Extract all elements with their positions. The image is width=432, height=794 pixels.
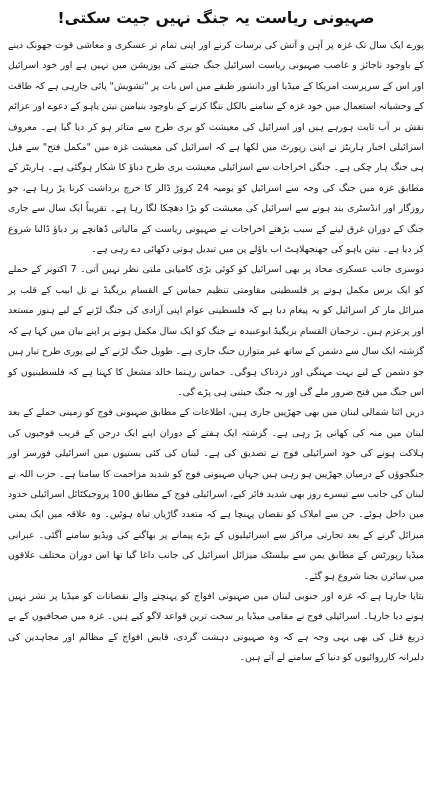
article-paragraph: دوسری جانب عسکری محاذ پر بھی اسرائیل کو کوئی بڑی کامیابی ملتی نظر نہیں آتی۔ 7 اکتوبر کے حملے کو ایک برس مکمل ہونے پر فلسطینی مقاومتی تنظیم حماس کے القسام بریگیڈ نے تل ابیب کے قلب پر میزائل مار کر اسرائیل کو یہ پیغام دیا ہے کہ فلسطینی عوام اپنی آزادی کی جنگ لڑنے کے لیے ہنوز مستعد اور پرعزم ہیں۔ ترجمان القسام بریگیڈ ابوعبیدہ نے جنگ کو ایک سال مکمل ہونے پر اپنے بیان میں کہا ہے کہ گزشتہ ایک سال سے دشمن کے ساتھ غیر متوازن جنگ جاری ہے۔ طویل جنگ لڑنے کے لیے پوری طرح تیار ہیں جو دشمن کے لیے بہت مہنگی اور دردناک ہوگی۔ حماس رہنما خالد مشعل کا کہنا ہے کہ فلسطینیوں کو اس جنگ میں فتح ضرور ملے گی اور یہ جنگ جیتنی ہی پڑے گی۔: [8, 264, 424, 398]
article-headline: صہیونی ریاست یہ جنگ نہیں جیت سکتی!: [8, 6, 424, 31]
article-paragraph: دریں اثنا شمالی لبنان میں بھی جھڑپیں جاری ہیں، اطلاعات کے مطابق صہیونی فوج کو زمینی حملے کے بعد لبنان میں منہ کی کھانی پڑ رہی ہے۔ گزشتہ ایک ہفتے کے دوران اپنے ایک درجن کے قریب فوجیوں کی ہلاکت ہونے کی خود اسرائیلی فوج نے تصدیق کی ہے۔ لبنان کی کئی بستیوں میں اسرائیلی فورسز اور جنگجوؤں کے درمیان جھڑپیں ہو رہی ہیں جہاں صہیونی فوج کو شدید مزاحمت کا سامنا ہے۔ حزب اللہ نے لبنان کی جانب سے تیسرے روز بھی شدید فائر کیے، اسرائیلی فوج کے مطابق 100 پروجیکٹائل اسرائیلی حدود میں داخل ہوئے۔ جن سے املاک کو نقصان پہنچا ہے کہ متعدد گاڑیاں تباہ ہوئیں۔ وہ علاقہ میں ایک یمنی میزائل گرنے کے بعد تجارتی مراکز سے اسرائیلیوں کے بڑے پیمانے پر بھاگنے کی ویڈیو سامنے آگئی۔ عبرانی میڈیا رپورٹس کے مطابق یمن سے بیلسٹک میزائل اسرائیل کی جانب داغا گیا تھا اس دوران مختلف علاقوں میں سائرن بجنا شروع ہو گئے۔: [8, 407, 424, 582]
article-paragraph: بتایا جارہا ہے کہ غزہ اور جنوبی لبنان میں صہیونی افواج کو پہنچنے والے نقصانات کو میڈیا پر نشر نہیں ہونے دیا جارہا۔ اسرائیلی فوج نے مقامی میڈیا پر سخت ترین قواعد لاگو کیے ہیں۔ غزہ میں صحافیوں کے بے دریغ قتل کی بھی یہی وجہ ہے کہ وہ صہیونی دہشت گردی، قابض افواج کے مظالم اور مجاہدین کی دلیرانہ کارروائیوں کو دنیا کے سامنے لے آتے ہیں۔: [8, 590, 424, 664]
article-paragraph: پورے ایک سال تک غزہ پر آہن و آتش کی برسات کرنے اور اپنی تمام تر عسکری و معاشی قوت جھونک دینے کے باوجود ناجائز و غاصب صہیونی ریاست اسرائیل جنگ جیتنے کی پوزیشن میں نہیں ہے اور خود اسرائیل اور اس کے سرپرست امریکا کے میڈیا اور دانشور طبقے میں اس بات پر "تشویش" پائی جارہی ہے کہ طاقت کے وحشیانہ استعمال میں خود غزہ کے سامنے بالکل ننگا کرنے کے باوجود بنیامین نیتن یاہو کے دعوے اور عزائم نقش بر آب ثابت ہورہے ہیں اور اسرائیل کی معیشت کو بری طرح سے متاثر ہو کر دیا گیا ہے۔ معروف اسرائیلی اخبار ہاریٹز نے اپنی رپورٹ میں لکھا ہے کہ اسرائیل کی معیشت غزہ میں "مکمل فتح" سے قبل ہی جنگ ہار چکی ہے۔ جنگی اخراجات سے اسرائیلی معیشت بری طرح دباؤ کا شکار ہوگئی ہے۔ ہاریٹز کے مطابق غزہ میں جنگ کی وجہ سے اسرائیل کو یومیہ 24 کروڑ ڈالر کا خرچ برداشت کرنا پڑ رہا ہے، جو روزگار اور انڈسٹری بند ہونے سے اسرائیل کی معیشت کو بڑا دھچکا لگا رہا ہے۔ تقریباً ایک سال سے جاری جنگ کے دوران غرق لینے کے سبب بڑھتے اخراجات نے صہیونی ریاست کے مالیاتی ڈھانچے پر دباؤ ڈالنا شروع کر دیا ہے۔ نیتن یاہو کی جھنجھلاہٹ اب باؤلے پن میں تبدیل ہوتی دکھائی دے رہی ہے۔: [8, 40, 424, 256]
